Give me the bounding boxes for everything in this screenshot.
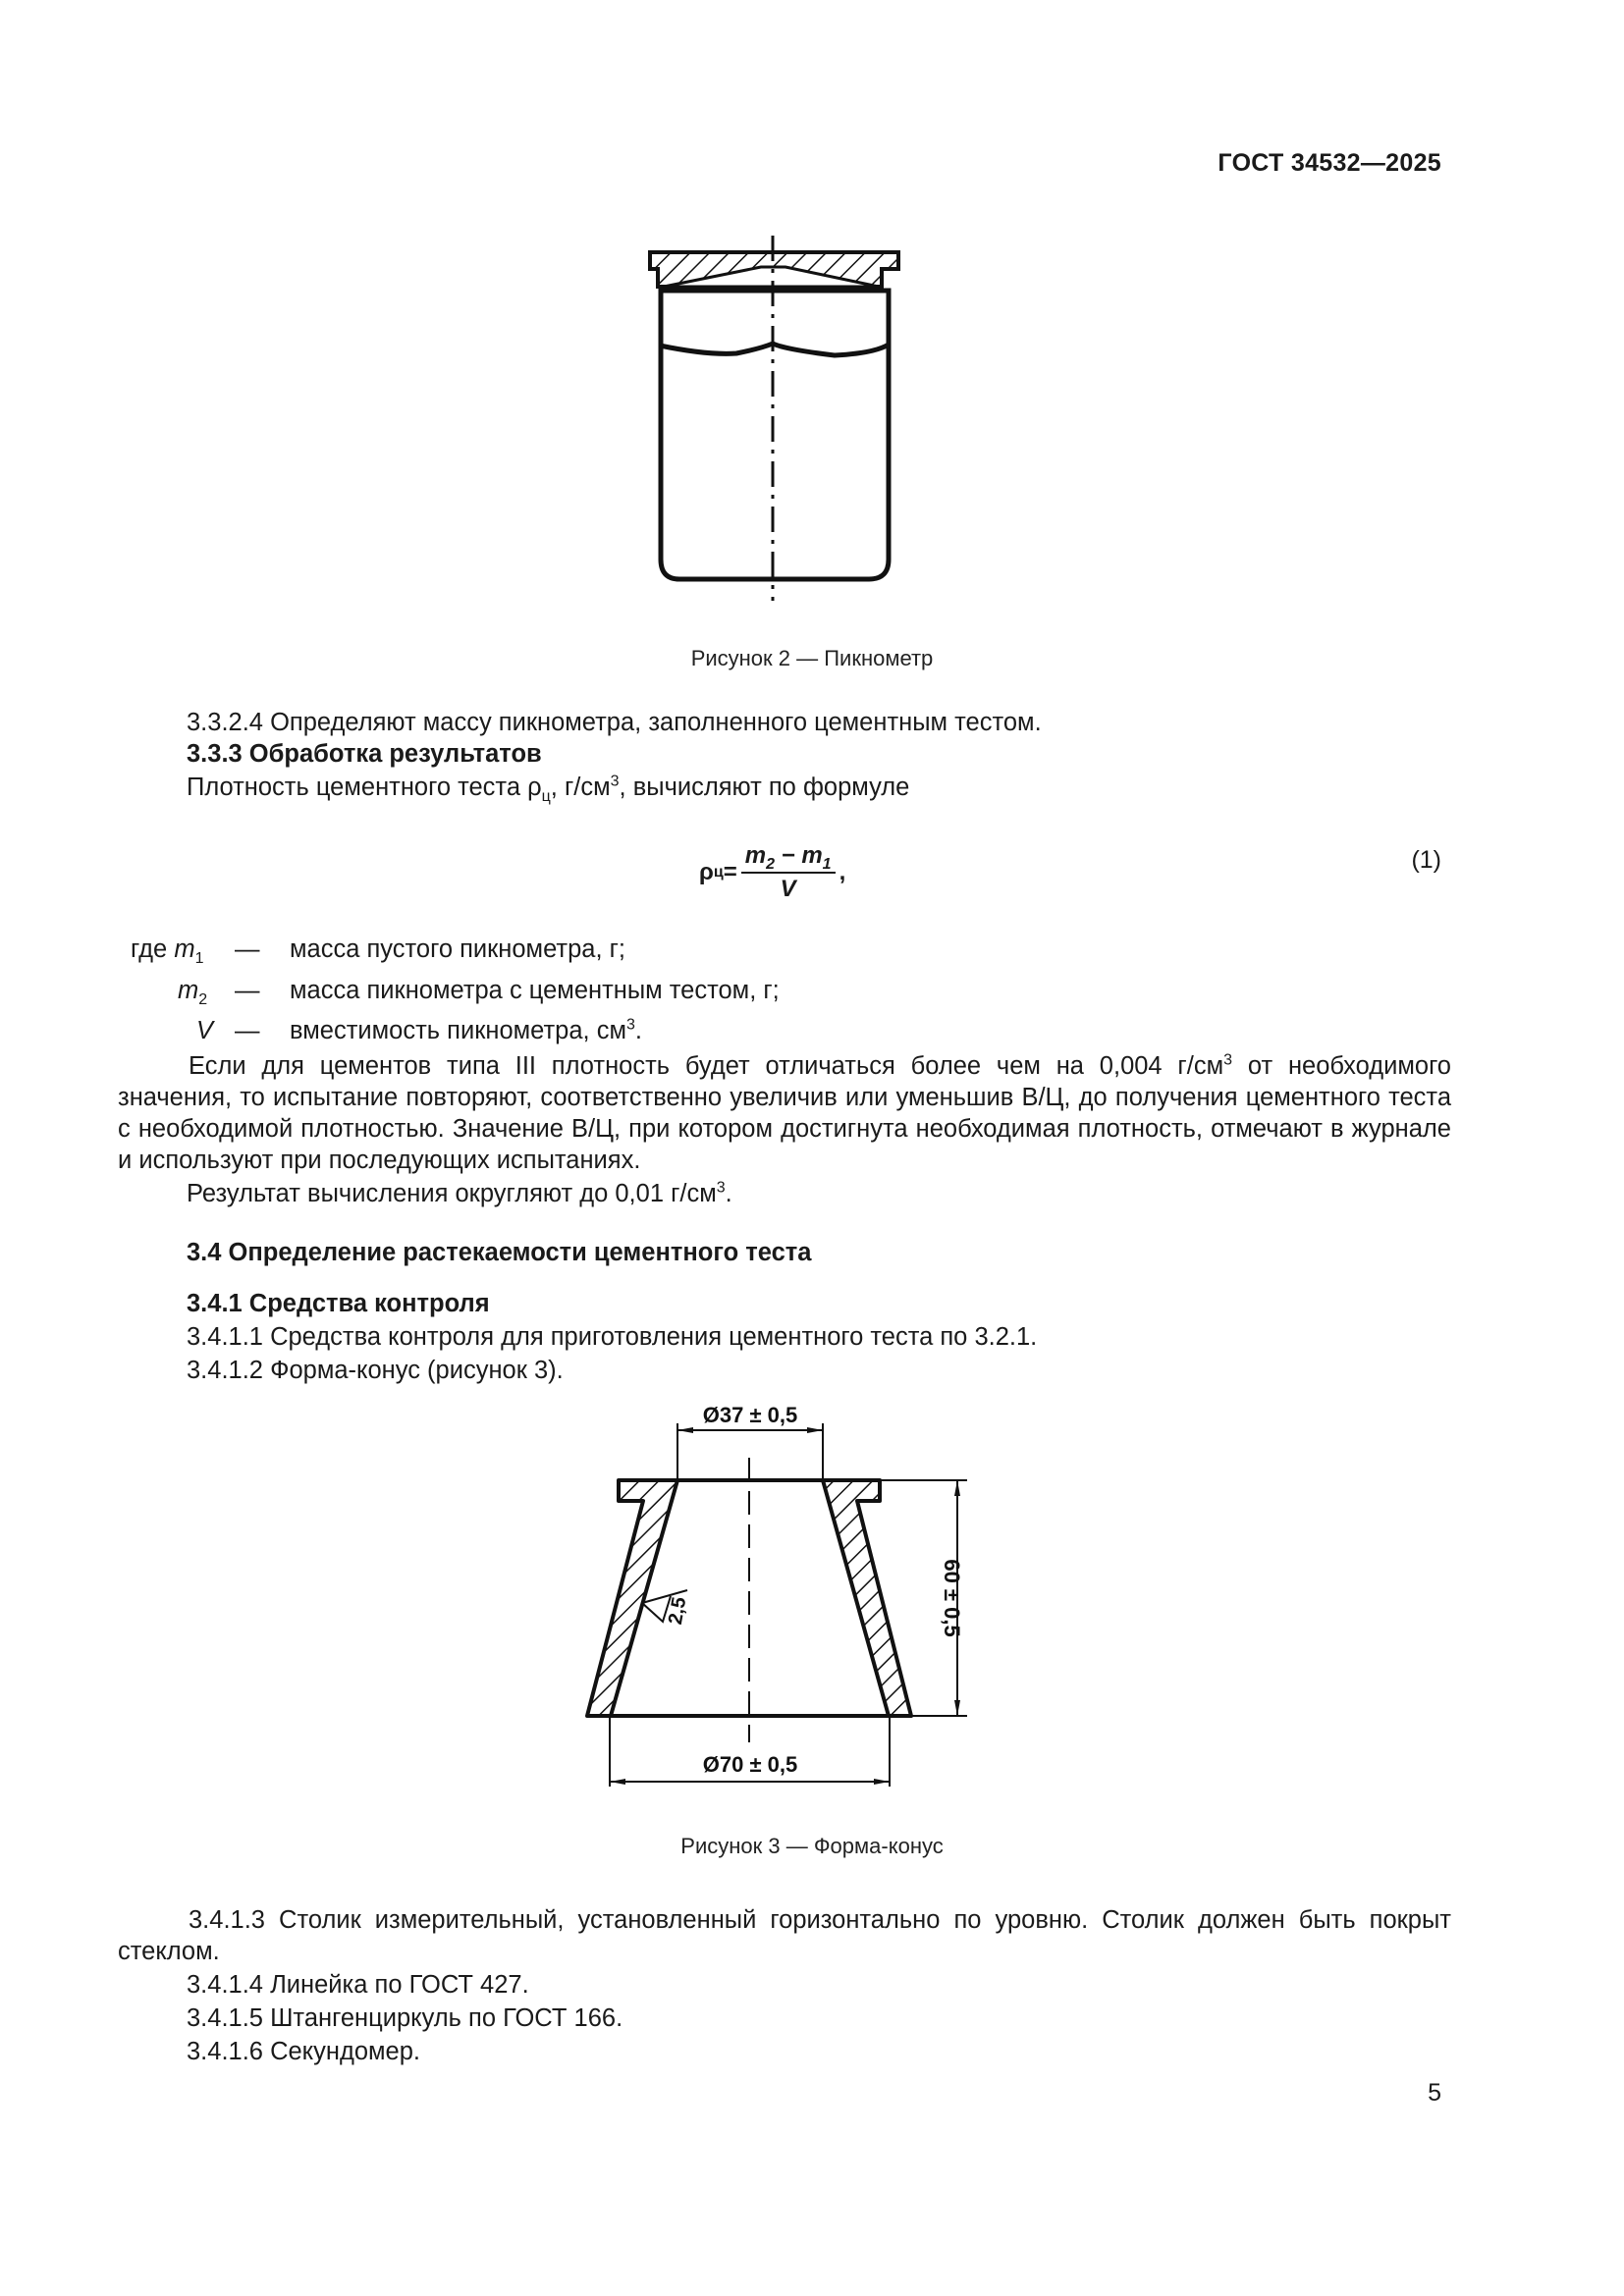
wall-thickness-label: 2,5: [664, 1595, 691, 1627]
formula-fraction: $\frac{m_2 - m_1}{V}$: [741, 842, 836, 903]
document-header: ГОСТ 34532—2025: [1218, 149, 1441, 177]
heading-3-4: 3.4 Определение растекаемости цементного теста: [187, 1239, 812, 1266]
item-3-4-1-3: 3.4.1.3 Столик измерительный, установленный горизонтально по уровню. Столик должен быть покрыт стеклом.: [118, 1906, 1451, 1965]
pycnometer-drawing: [628, 236, 923, 628]
heading-3-4-1: 3.4.1 Средства контроля: [187, 1290, 490, 1317]
heading-3-3-3: 3.3.3 Обработка результатов: [187, 740, 542, 768]
item-3-4-1-6: 3.4.1.6 Секундомер.: [187, 2038, 420, 2065]
dim-bottom-label: Ø70 ± 0,5: [702, 1752, 798, 1777]
where-item-v: V — вместимость пикнометра, $см^3$.: [196, 1016, 642, 1044]
dim-height-label: 60 ± 0,5: [940, 1559, 964, 1637]
dim-top-label: Ø37 ± 0,5: [702, 1404, 798, 1427]
paragraph-3-3-2-4: 3.3.2.4 Определяют массу пикнометра, заполненного цементным тестом.: [187, 709, 1042, 736]
item-3-4-1-1: 3.4.1.1 Средства контроля для приготовления цементного теста по 3.2.1.: [187, 1323, 1038, 1351]
where-item-m2: $m_2$ — масса пикнометра с цементным тестом, г;: [178, 977, 780, 1009]
figure-2-caption: Рисунок 2 — Пикнометр: [690, 646, 934, 670]
equation-number: (1): [1411, 846, 1441, 874]
cone-mold-drawing: [579, 1404, 1001, 1796]
item-3-4-1-4: 3.4.1.4 Линейка по ГОСТ 427.: [187, 1971, 529, 1999]
page-number: 5: [1428, 2079, 1441, 2107]
item-3-4-1-2: 3.4.1.2 Форма-конус (рисунок 3).: [187, 1357, 564, 1384]
density-intro: Плотность цементного теста $\rho_ц$, $г/см^3$, вычисляют по формуле: [187, 773, 910, 806]
item-3-4-1-5: 3.4.1.5 Штангенциркуль по ГОСТ 166.: [187, 2004, 623, 2032]
density-formula: ρ ц = $\frac{m_2 - m_1}{V}$ ,: [699, 842, 846, 902]
figure-3-caption: Рисунок 3 — Форма-конус: [680, 1834, 944, 1858]
paragraph-type-iii: Если для цементов типа III плотность будет отличаться более чем на 0,004 $г/см^3$ от необходимого значения, то испытание повторяют, соответственно увеличив или уменьшив В/Ц, до получения цементного теста с необходимой плотностью. Значение В/Ц, при котором достигнута необходимая плотность, отмечают в журнале и используют при последующих испытаниях.: [118, 1051, 1451, 1174]
rounding-note: Результат вычисления округляют до 0,01 $г/см^3$.: [187, 1179, 732, 1207]
where-item-m1: где $m_1$ — масса пустого пикнометра, г;: [131, 935, 626, 968]
